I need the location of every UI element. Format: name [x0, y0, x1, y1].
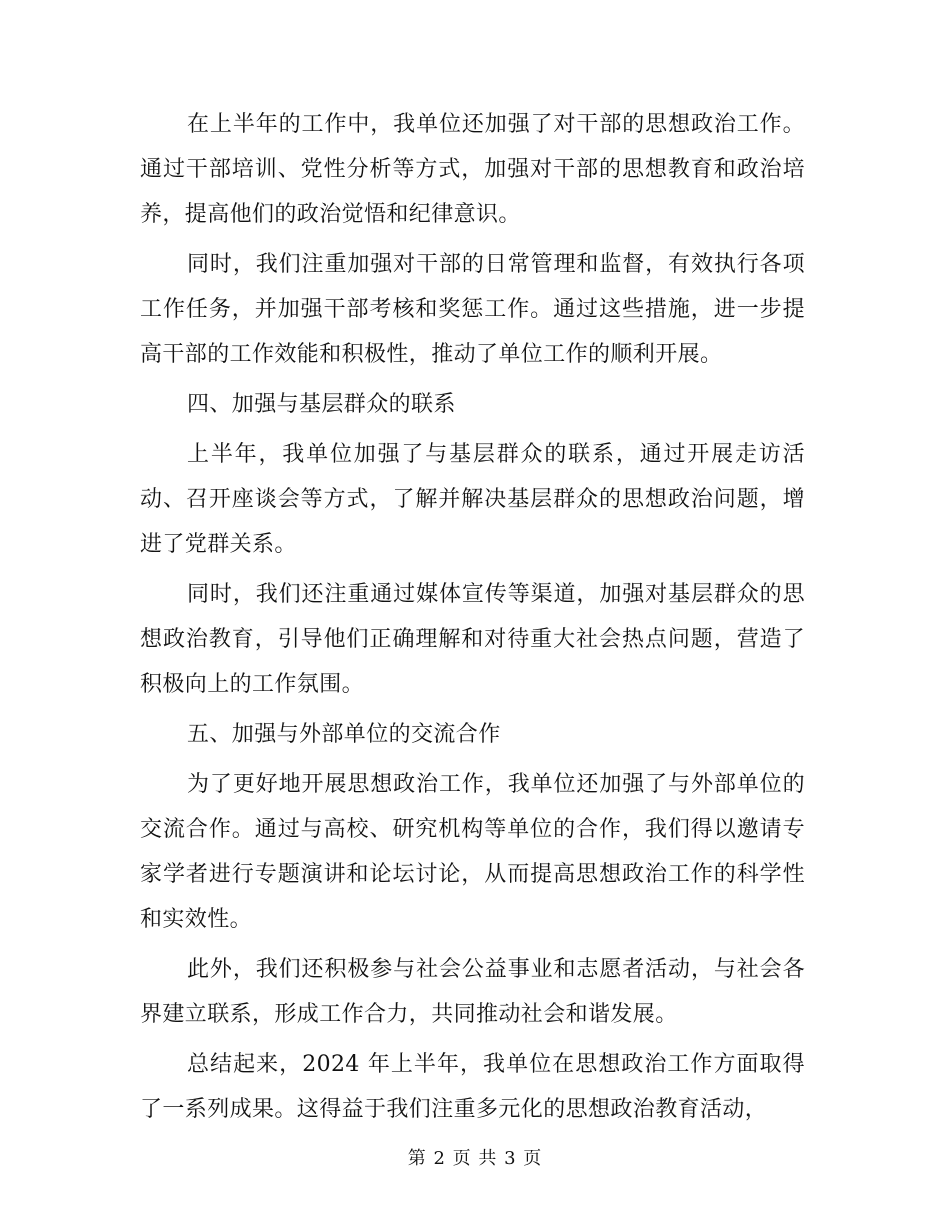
paragraph-public-welfare: 此外，我们还积极参与社会公益事业和志愿者活动，与社会各界建立联系，形成工作合力，共同推动社会和谐发展。	[140, 957, 805, 1027]
section-heading-external-cooperation: 五、加强与外部单位的交流合作	[187, 722, 501, 747]
page-number-footer: 第 2 页 共 3 页	[407, 1148, 543, 1169]
section-heading-grassroots: 四、加强与基层群众的联系	[187, 392, 456, 417]
paragraph-grassroots-contact: 上半年，我单位加强了与基层群众的联系，通过开展走访活动、召开座谈会等方式，了解并解决基层群众的思想政治问题，增进了党群关系。	[140, 442, 805, 557]
paragraph-summary: 总结起来，2024 年上半年，我单位在思想政治工作方面取得了一系列成果。这得益于我们注重多元化的思想政治教育活动，	[140, 1052, 805, 1122]
paragraph-media-education: 同时，我们还注重通过媒体宣传等渠道，加强对基层群众的思想政治教育，引导他们正确理解和对待重大社会热点问题，营造了积极向上的工作氛围。	[140, 582, 805, 697]
paragraph-cadre-political-work: 在上半年的工作中，我单位还加强了对干部的思想政治工作。通过干部培训、党性分析等方式，加强对干部的思想教育和政治培养，提高他们的政治觉悟和纪律意识。	[140, 112, 805, 227]
paragraph-cadre-management: 同时，我们注重加强对干部的日常管理和监督，有效执行各项工作任务，并加强干部考核和奖惩工作。通过这些措施，进一步提高干部的工作效能和积极性，推动了单位工作的顺利开展。	[140, 252, 805, 367]
paragraph-external-cooperation: 为了更好地开展思想政治工作，我单位还加强了与外部单位的交流合作。通过与高校、研究机构等单位的合作，我们得以邀请专家学者进行专题演讲和论坛讨论，从而提高思想政治工作的科学性和实效性。	[140, 772, 805, 932]
document-body	[140, 102, 805, 1137]
